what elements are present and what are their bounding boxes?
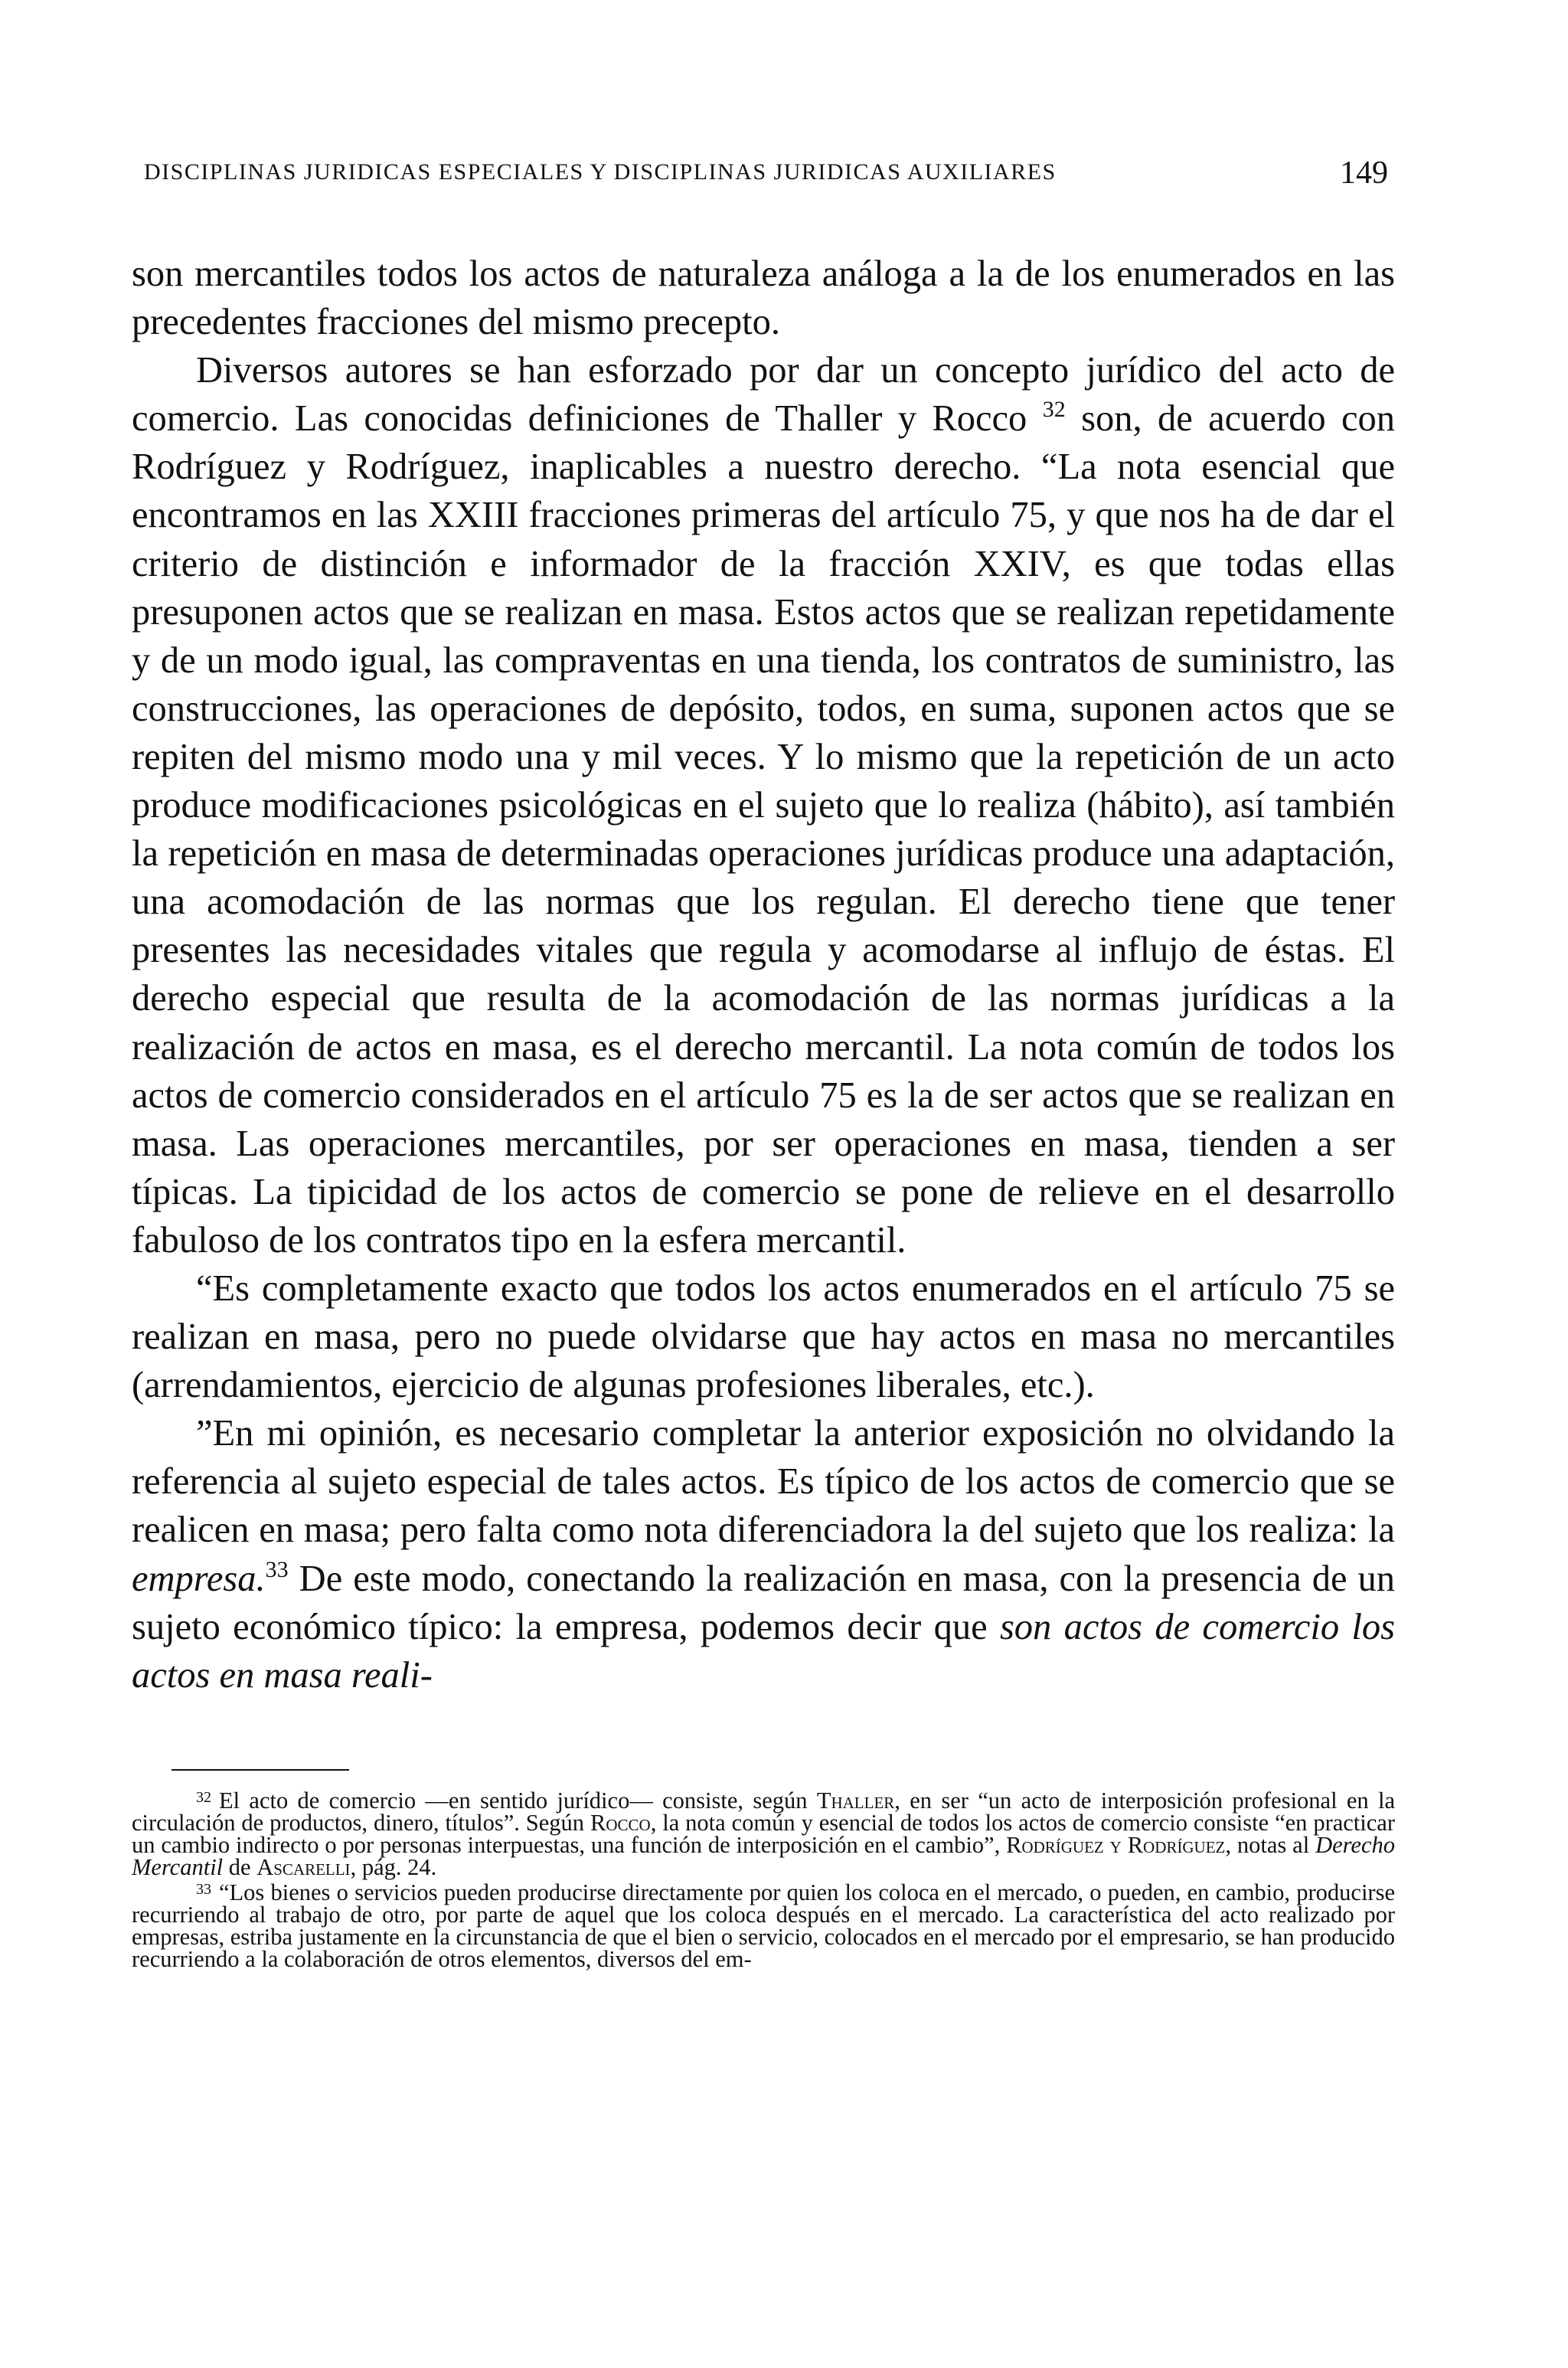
page-header xyxy=(144,155,1388,198)
paragraph-4-emphasis-2: son actos de comercio los actos en masa reali- xyxy=(132,1606,1396,1696)
paragraph-2 xyxy=(132,346,1395,1264)
footnote-33-number: 33 xyxy=(196,1881,211,1898)
footnote-33-text: “Los bienes o servicios pueden producirse directamente por quien los coloca en el mercado, o pueden, en cambio, producirse recurriendo al trabajo de otro, por parte de aquel que los coloca después en el mercado. La característica del acto realizado por empresas, estriba justamente en la circunstancia de que el bien o servicio, colocados en el mercado por el empresario, se han producido recurriendo a la colaboración de otros elementos, diversos del em- xyxy=(132,1879,1395,1972)
page-number: 149 xyxy=(1340,155,1388,191)
paragraph-3 xyxy=(132,1264,1395,1409)
footnotes xyxy=(132,1787,1395,1971)
paragraph-2-text-b: son, de acuerdo con Rodríguez y Rodríguez, inaplicables a nuestro derecho. “La nota esencial que encontramos en las XXIII fracciones primeras del artículo 75, y que nos ha de dar el criterio de distinción e informador de la fracción XXIV, es que todas ellas presuponen actos que se realizan en masa. Estos actos que se realizan repetidamente y de un modo igual, las compraventas en una tienda, los contratos de suministro, las construcciones, las operaciones de depósito, todos, en suma, suponen actos que se repiten del mismo modo una y mil veces. Y lo mismo que la repetición de un acto produce modificaciones psicológicas en el sujeto que lo realiza (hábito), así también la repetición en masa de determinadas operaciones jurídicas produce una adaptación, una acomodación de las normas que los regulan. El derecho tiene que tener presentes las necesidades vitales que regula y acomodarse al influjo de éstas. El derecho especial que resulta de la acomodación de las normas jurídicas a la realización de actos en masa, es el derecho mercantil. La nota común de todos los actos de comercio considerados en el artículo 75 es la de ser actos que se realizan en masa. Las operaciones mercantiles, por ser operaciones en masa, tienden a ser típicas. La tipicidad de los actos de comercio se pone de relieve en el desarrollo fabuloso de los contratos tipo en la esfera mercantil. xyxy=(132,398,1395,1261)
footnote-32-author-thaller: Thaller xyxy=(816,1787,895,1814)
paragraph-4 xyxy=(132,1409,1395,1699)
footnote-32-author-ascarelli: Ascarelli xyxy=(256,1854,351,1880)
footnote-32-author-rodriguez: Rodríguez y Rodríguez xyxy=(1006,1832,1226,1858)
footnote-32-text-f: , pág. 24. xyxy=(350,1854,437,1880)
footnote-32-text-e: de xyxy=(223,1854,257,1880)
paragraph-3-text: “Es completamente exacto que todos los actos enumerados en el artículo 75 se realizan en masa, pero no puede olvidarse que hay actos en masa no mercantiles (arrendamientos, ejercicio de algunas profesiones liberales, etc.). xyxy=(132,1267,1395,1406)
footnote-32-text-a: El acto de comercio —en sentido jurídico— consiste, según xyxy=(219,1787,817,1814)
footnote-32-number: 32 xyxy=(196,1789,211,1806)
paragraph-4-emphasis: empresa. xyxy=(132,1558,266,1599)
paragraph-1 xyxy=(132,250,1395,346)
footnote-32 xyxy=(132,1787,1395,1879)
paragraph-4-text-b: De este modo, conectando la realización en masa, con la presencia de un sujeto económico típico: la empresa, podemos decir que xyxy=(132,1558,1395,1647)
paragraph-4-text-a: ”En mi opinión, es necesario completar la anterior exposición no olvidando la referencia al sujeto especial de tales actos. Es típico de los actos de comercio que se realicen en masa; pero falta como nota diferenciadora la del sujeto que los realiza: la xyxy=(132,1413,1395,1551)
footnote-ref-33[interactable]: 33 xyxy=(265,1556,289,1582)
footnote-32-text-d: , notas al xyxy=(1225,1832,1316,1858)
footnote-32-author-rocco: Rocco xyxy=(590,1810,651,1836)
footnote-33 xyxy=(132,1879,1395,1971)
running-head: DISCIPLINAS JURIDICAS ESPECIALES Y DISCIPLINAS JURIDICAS AUXILIARES xyxy=(144,159,1057,185)
footnote-ref-32[interactable]: 32 xyxy=(1042,397,1066,423)
paragraph-1-text: son mercantiles todos los actos de naturaleza análoga a la de los enumerados en las precedentes fracciones del mismo precepto. xyxy=(132,253,1395,343)
footnote-32-text-c: , la nota común y esencial de todos los actos de comercio consiste “en practicar un cambio indirecto o por personas interpuestas, una función de interposición en el cambio”, xyxy=(132,1810,1395,1858)
footnote-32-text-b: , en ser “un acto de interposición profesional en la circulación de productos, dinero, títulos”. Según xyxy=(132,1787,1395,1836)
main-text xyxy=(132,250,1395,1699)
footnote-32-work-title: Derecho Mercantil xyxy=(132,1832,1395,1880)
footnote-divider xyxy=(172,1769,349,1771)
paragraph-2-text-a: Diversos autores se han esforzado por dar un concepto jurídico del acto de comercio. Las conocidas definiciones de Thaller y Rocco xyxy=(132,350,1395,440)
